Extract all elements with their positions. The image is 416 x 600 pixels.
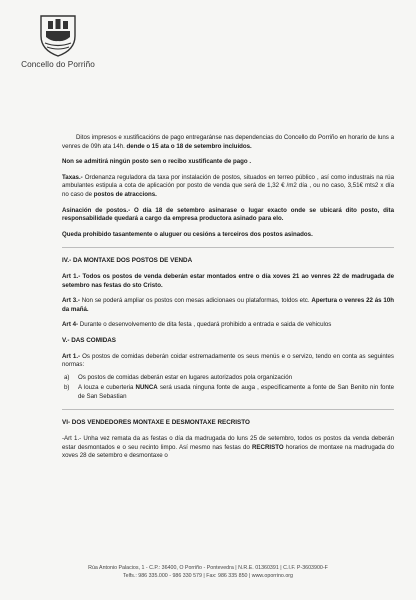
- section-heading-food: V.- DAS COMIDAS: [62, 336, 116, 344]
- document-body: [62, 134, 394, 468]
- section-heading-assembly: IV.- DA MONTAXE DOS POSTOS DE VENDA: [62, 257, 193, 265]
- footer-address: Rúa Antonio Palacios, 1 - C.P.: 36400, O Porriño - Pontevedra | N.R.E. 01360391 | C.I.F. P-3603900-F: [88, 565, 328, 571]
- article-3-assembly: Art 3.- Non se poderá ampliar os postos con mesas adicionaes ou plataformas, toldos etc. Apertura o venres 22 ás 10h da mañá.: [62, 297, 394, 313]
- article-4-assembly: Art 4- Durante o desenvolvemento de dita festa , quedará prohibido a entrada e saida de vehiculos: [62, 321, 332, 329]
- article-1-recristo: -Art 1.- Unha vez remata da as festas o día da madrugada do luns 25 de setembro, todos os postos da venda deberán estar desmontados e o seu recinto limpo. Así mesmo nas festas do RECRISTO horarios de montaxe na madrugada do xoves 28 de setembro e desmontaxe o: [62, 435, 395, 460]
- paragraph-assignment: Asinación de postos.- O día 18 de setembro asinarase o lugar exacto onde se ubicará dito posto, dita responsabilidade quedará a cargo da empresa productora asinado para elo.: [62, 206, 394, 223]
- municipal-logo: [18, 10, 98, 69]
- section-divider: [62, 247, 394, 248]
- document-footer: [10, 564, 406, 580]
- section-heading-recristo: VI- DOS VENDEDORES MONTAXE E DESMONTAXE RECRISTO: [62, 419, 250, 427]
- article-1-assembly: Art 1.- Todos os postos de venda deberán estar montados entre o día xoves 21 ao venres 22 de madrugada de setembro nas festas do sto Cristo.: [62, 272, 394, 289]
- article-1-food: Art 1.- Os postos de comidas deberán coidar estremadamente os seus menús e o servizo, tendo en conta as seguintes normas:: [62, 352, 394, 369]
- paragraph-submission: Ditos impresos e xustificacións de pago entregaránse nas dependencias do Concello do Porriño en horario de luns a venres de 09h ata 14h. dende o 15 ata o 18 de setembro incluídos.: [62, 134, 394, 150]
- food-rules-list: [62, 374, 394, 402]
- paragraph-fees: Taxas.- Ordenanza reguladora da taxa por instalación de postos, situados en terreo público , así como industrais na rúa ambulantes estipula a cota de aplicación por posto de venda que será de 1,32 € /m2 día , ou no caso, 3,51€ mts2 x día no caso de postos de atraccions.: [62, 173, 394, 198]
- list-item: a) Os postos de comidas deberán estar en lugares autorizados pola organización: [64, 373, 293, 381]
- section-divider: [62, 409, 394, 410]
- paragraph-prohibition: Queda prohibido tasantemente o aluguer ou cesións a terceiros dos postos asinados.: [62, 230, 313, 238]
- list-item: b) A louza e cuberteria NUNCA será usada ninguna fonte de auga , especificamente a fonte de San Benito nin fonte de San Sebastian: [64, 384, 394, 400]
- coat-of-arms-icon: [37, 10, 79, 58]
- footer-contact: Telfs.: 986 335.000 - 986 330 579 | Fax: 986 335 850 | www.oporrino.org: [122, 573, 293, 579]
- paragraph-receipt-required: Non se admitirá ningún posto sen o recibo xustificante de pago .: [62, 158, 252, 166]
- org-name: Concello do Porriño: [21, 60, 95, 69]
